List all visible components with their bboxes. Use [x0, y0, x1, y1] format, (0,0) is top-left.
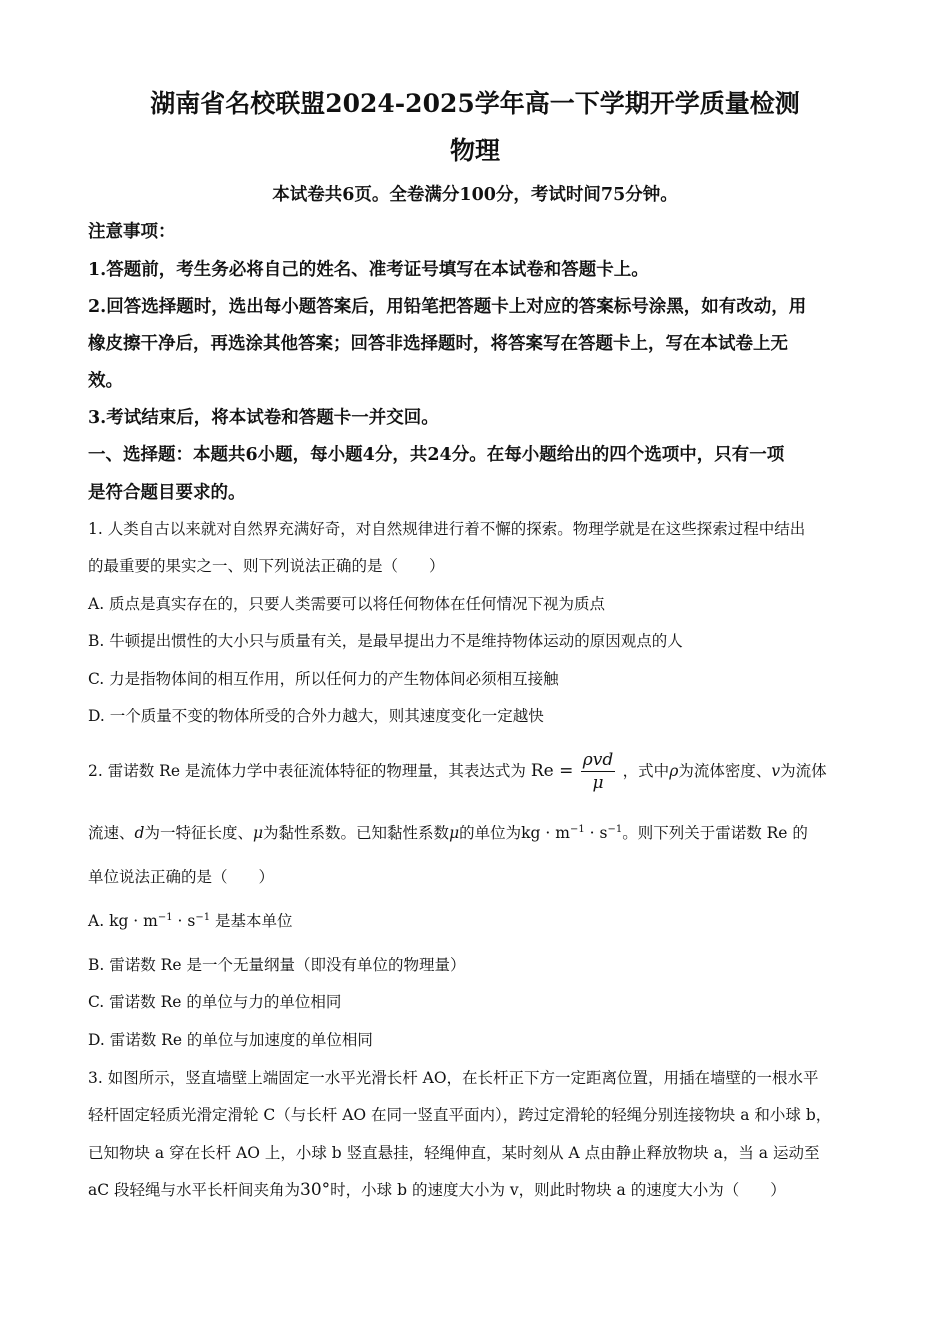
notes-item-1: 1.答题前，考生务必将自己的姓名、准考证号填写在本试卷和答题卡上。 [88, 260, 649, 280]
exam-info: 本试卷共6页。全卷满分100分，考试时间75分钟。 [272, 185, 678, 205]
q1-option-b: B. 牛顿提出惯性的大小只与质量有关，是最早提出力不是维持物体运动的原因观点的人 [88, 632, 683, 650]
unit-kg-m-a: kg · m [109, 912, 158, 930]
q2-text-2e: 。则下列关于雷诺数 Re 的 [622, 824, 808, 842]
notes-item-2-line-1: 2.回答选择题时，选出每小题答案后，用铅笔把答题卡上对应的答案标号涂黑，如有改动，用 [88, 297, 807, 317]
q2-option-a [88, 909, 868, 931]
q3-text-4b: 时，小球 b 的速度大小为 v，则此时物块 a 的速度大小为（ ） [330, 1181, 786, 1199]
notes-heading: 注意事项： [88, 222, 176, 242]
angle-value: 30° [300, 1180, 331, 1200]
q3-stem-line-2: 轻杆固定轻质光滑定滑轮 C（与长杆 AO 在同一竖直平面内），跨过定滑轮的轻绳分别连接物块 a 和小球 b， [88, 1106, 832, 1124]
q1-stem-line-2: 的最重要的果实之一、则下列说法正确的是（ ） [88, 557, 445, 575]
symbol-mu-2: μ [449, 824, 460, 842]
section-1-line-2: 是符合题目要求的。 [88, 483, 246, 503]
q2-text-2a: 流速、 [88, 824, 135, 842]
q2-option-a-unit [109, 912, 210, 930]
q1-option-d: D. 一个质量不变的物体所受的合外力越大，则其速度变化一定越快 [88, 707, 544, 725]
q2-text-2b: 为一特征长度、 [144, 824, 253, 842]
formula-numerator: ρvd [582, 750, 614, 770]
symbol-d: d [134, 824, 145, 842]
q1-option-a: A. 质点是真实存在的，只要人类需要可以将任何物体在任何情况下视为质点 [88, 595, 606, 613]
subject-title: 物理 [449, 136, 500, 165]
q2-option-d: D. 雷诺数 Re 的单位与加速度的单位相同 [88, 1031, 373, 1049]
unit-s-a: · s [172, 912, 196, 930]
unit-exp-m: −1 [569, 823, 585, 835]
q1-option-c: C. 力是指物体间的相互作用，所以任何力的产生物体间必须相互接触 [88, 670, 559, 688]
notes-item-2-line-3: 效。 [88, 371, 123, 391]
notes-item-3: 3.考试结束后，将本试卷和答题卡一并交回。 [88, 408, 439, 428]
symbol-mu: μ [252, 824, 264, 842]
q2-text-1c: 为流体密度、 [678, 762, 772, 780]
section-1-line-1: 一、选择题：本题共6小题，每小题4分，共24分。在每小题给出的四个选项中，只有一项 [88, 445, 785, 465]
notes-item-2-line-2: 橡皮擦干净后，再选涂其他答案；回答非选择题时，将答案写在答题卡上，写在本试卷上无 [88, 334, 788, 354]
unit-s: · s [584, 824, 608, 842]
symbol-v: v [771, 762, 781, 780]
q2-stem-line-1 [88, 746, 868, 796]
q2-text-2d: 的单位为 [459, 824, 522, 842]
formula-lhs: Re = [530, 761, 574, 781]
q2-option-a-text: 是基本单位 [215, 912, 293, 930]
symbol-rho: ρ [669, 762, 679, 780]
q3-text-4a: aC 段轻绳与水平长杆间夹角为 [88, 1181, 301, 1199]
unit-exp-s: −1 [607, 823, 623, 835]
reynolds-formula [530, 750, 623, 793]
unit-kg-m: kg · m [521, 824, 570, 842]
unit-exp-m-a: −1 [157, 911, 173, 923]
q2-option-b: B. 雷诺数 Re 是一个无量纲量（即没有单位的物理量） [88, 956, 466, 974]
q1-stem-line-1: 1. 人类自古以来就对自然界充满好奇，对自然规律进行着不懈的探索。物理学就是在这些探索过程中结出 [88, 520, 806, 538]
q2-option-c: C. 雷诺数 Re 的单位与力的单位相同 [88, 993, 342, 1011]
formula-fraction [581, 749, 615, 794]
q3-stem-line-3: 已知物块 a 穿在长杆 AO 上，小球 b 竖直悬挂，轻绳伸直，某时刻从 A 点由静止释放物块 a，当 a 运动至 [88, 1144, 820, 1162]
q2-option-a-label: A. [88, 912, 110, 930]
q2-text-1b: ，式中 [622, 762, 670, 780]
formula-denominator: μ [592, 773, 604, 793]
q2-text-1a: 2. 雷诺数 Re 是流体力学中表征流体特征的物理量，其表达式为 [88, 762, 526, 780]
q3-stem-line-1: 3. 如图所示，竖直墙壁上端固定一水平光滑长杆 AO，在长杆正下方一定距离位置，用插在墙壁的一根水平 [88, 1069, 819, 1087]
viscosity-unit [521, 824, 622, 842]
q2-text-1d: 为流体 [780, 762, 827, 780]
q2-text-2c: 为黏性系数。已知黏性系数 [263, 824, 450, 842]
exam-title: 湖南省名校联盟2024-2025学年高一下学期开学质量检测 [150, 89, 800, 118]
q2-stem-line-2 [88, 821, 868, 843]
unit-exp-s-a: −1 [195, 911, 211, 923]
q2-stem-line-3: 单位说法正确的是（ ） [88, 868, 275, 886]
q3-stem-line-4 [88, 1178, 868, 1200]
